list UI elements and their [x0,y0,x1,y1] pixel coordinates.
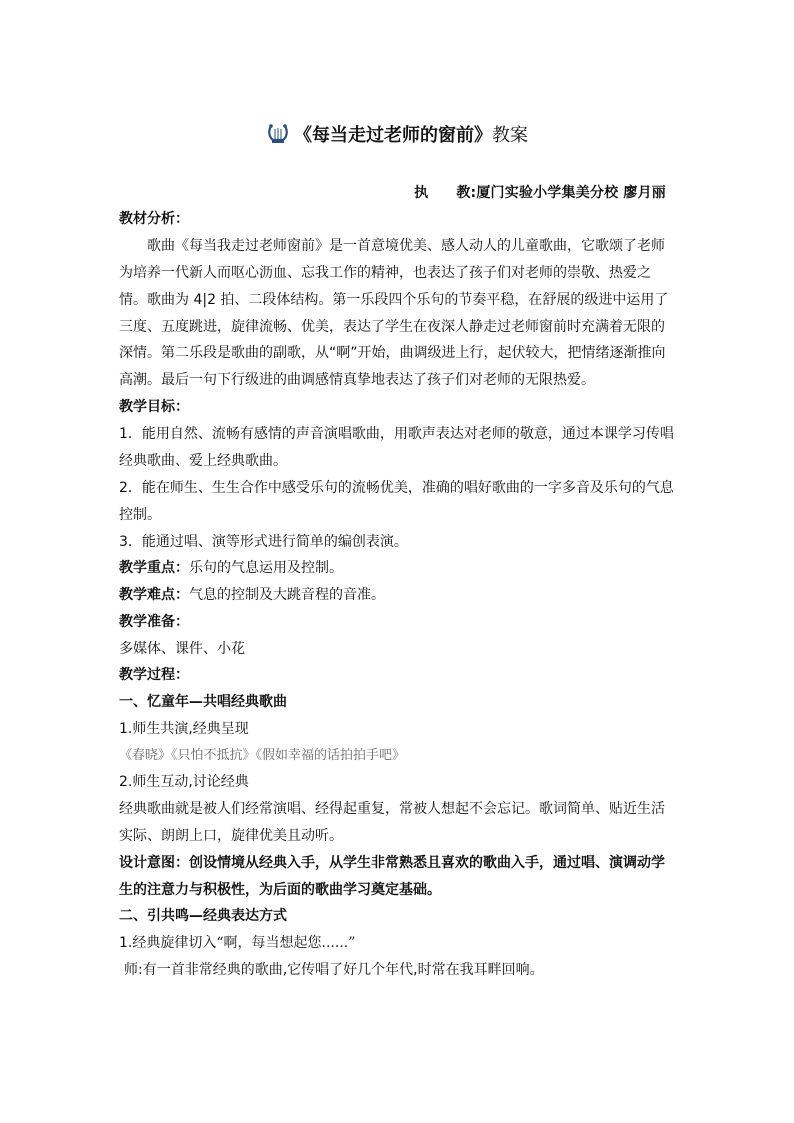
page-title [0,123,794,153]
section-one-item-1: 1.师生共演,经典呈现 [119,721,249,737]
difficulty [119,585,385,605]
analysis-line: 高潮。最后一句下行级进的曲调感情真挚地表达了孩子们对老师的无限热爱。 [119,372,595,388]
title-song: 《每当走过老师的窗前》 [294,125,492,146]
difficulty-text: 气息的控制及大跳音程的音准。 [189,587,385,603]
section-two-title: 二、引共鸣—经典表达方式 [119,908,287,924]
author-value: 厦门实验小学集美分校 廖月丽 [476,185,666,201]
section-two-item-prefix: 1.经典旋律切入 [119,935,217,951]
goal-line: 控制。 [119,507,161,523]
process-heading: 教学过程： [119,667,189,683]
section-two-item-quote: “啊，每当想起您......” [216,935,356,951]
goal-line: 2．能在师生、生生合作中感受乐句的流畅优美，准确的唱好歌曲的一字多音及乐句的气息 [119,480,674,496]
author-label-b: 教: [456,185,477,201]
analysis-line: 三度、五度跳进，旋律流畅、优美，表达了学生在夜深人静走过老师窗前时充满着无限的 [119,319,665,335]
author-line [414,183,666,203]
design-label: 设计意图： [119,855,189,871]
author-label-a: 执 [414,185,429,201]
prep-text: 多媒体、课件、小花 [119,641,245,657]
goal-line: 3．能通过唱、演等形式进行简单的编创表演。 [119,534,408,550]
title-suffix: 教案 [492,125,528,146]
key-point-text: 乐句的气息运用及控制。 [189,560,343,576]
analysis-heading: 教材分析： [119,211,189,227]
key-point [119,558,343,578]
analysis-line: 深情。第二乐段是歌曲的副歌，从“啊”开始，曲调级进上行，起伏较大，把情绪逐渐推向 [119,345,666,361]
goal-line: 1．能用自然、流畅有感情的声音演唱歌曲，用歌声表达对老师的敬意，通过本课学习传唱 [119,426,674,442]
goal-line: 经典歌曲、爱上经典歌曲。 [119,453,287,469]
design-text-2: 生的注意力与积极性，为后面的歌曲学习奠定基础。 [119,882,441,898]
section-one-item-2: 2.师生互动,讨论经典 [119,774,249,790]
difficulty-label: 教学难点： [119,587,189,603]
design-text: 创设情境从经典入手，从学生非常熟悉且喜欢的歌曲入手，通过唱、演调动学 [189,855,665,871]
song-list: 《春晓》《只怕不抵抗》《假如幸福的话拍拍手吧》 [119,748,406,763]
section-two-item-1 [119,933,355,953]
classic-paragraph: 经典歌曲就是被人们经常演唱、经得起重复，常被人想起不会忘记。歌词简单、贴近生活 [119,801,665,817]
teacher-line: 师:有一首非常经典的歌曲,它传唱了好几个年代,时常在我耳畔回响。 [124,962,544,978]
analysis-line: 歌曲《每当我走过老师窗前》是一首意境优美、感人动人的儿童歌曲，它歌颂了老师 [147,238,665,254]
design-intent [119,853,665,873]
goals-heading: 教学目标： [119,399,189,415]
analysis-line: 为培养一代新人而呕心沥血、忘我工作的精神，也表达了孩子们对老师的崇敬、热爱之 [119,265,651,281]
prep-heading: 教学准备： [119,614,189,630]
lyre-icon [266,123,290,153]
section-one-title: 一、忆童年—共唱经典歌曲 [119,694,287,710]
key-point-label: 教学重点： [119,560,189,576]
analysis-line: 情。歌曲为 4|2 拍、二段体结构。第一乐段四个乐句的节奏平稳，在舒展的级进中运用了 [119,292,669,308]
classic-paragraph: 实际、朗朗上口，旋律优美且动听。 [119,828,343,844]
